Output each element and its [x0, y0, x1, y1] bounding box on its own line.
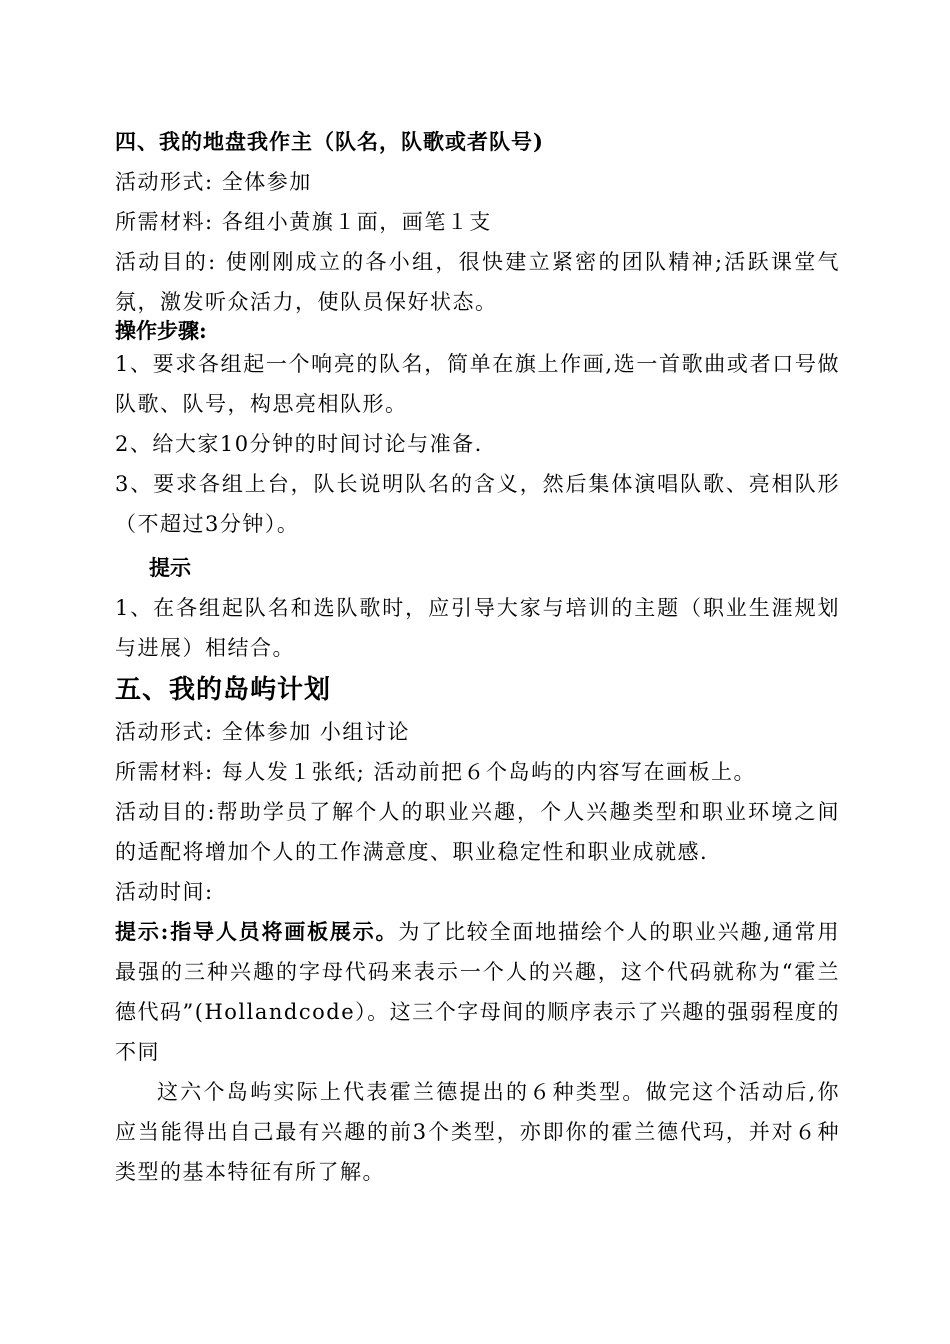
section-5-heading: 五、我的岛屿计划 [115, 675, 332, 705]
section-4-hint-1: 1、在各组起队名和选队歌时，应引导大家与培训的主题（职业生涯规划与进展）相结合。 [115, 596, 840, 660]
section-5-materials: 所需材料: 每人发１张纸; 活动前把６个岛屿的内容写在画板上。 [115, 760, 756, 784]
section-4-purpose: 活动目的: 使刚刚成立的各小组，很快建立紧密的团队精神;活跃课堂气氛，激发听众活力，使队员保好状态。 [115, 250, 840, 314]
section-4-step-3: 3、要求各组上台，队长说明队名的含义，然后集体演唱队歌、亮相队形（不超过3分钟）。 [115, 472, 840, 536]
section-5-tip-text: 为了比较全面地描绘个人的职业兴趣,通常用最强的三种兴趣的字母代码来表示一个人的兴趣，这个代码就称为“霍兰德代码”(Hollandcode）。这三个字母间的顺序表示了兴趣的强弱程度的不同 [115, 920, 840, 1064]
section-5-closing: 这六个岛屿实际上代表霍兰德提出的６种类型。做完这个活动后,你应当能得出自己最有兴趣的前3个类型，亦即你的霍兰德代玛，并对６种类型的基本特征有所了解。 [115, 1080, 840, 1184]
section-5-tip-bold: 提示:指导人员将画板展示。 [115, 919, 399, 944]
section-5-tip [115, 912, 840, 1072]
section-4-step-2: 2、给大家10分钟的时间讨论与准备. [115, 432, 483, 456]
section-4-steps-heading: 操作步骤: [115, 318, 207, 343]
section-4-step-1: 1、要求各组起一个响亮的队名，简单在旗上作画,选一首歌曲或者口号做队歌、队号，构思亮相队形。 [115, 352, 840, 416]
section-5-purpose: 活动目的:帮助学员了解个人的职业兴趣，个人兴趣类型和职业环境之间的适配将增加个人的工作满意度、职业稳定性和职业成就感. [115, 800, 840, 864]
section-4-activity-form: 活动形式: 全体参加 [115, 170, 312, 194]
section-4-heading: 四、我的地盘我作主（队名，队歌或者队号) [115, 129, 544, 154]
document-page [115, 130, 840, 1192]
section-4-materials: 所需材料: 各组小黄旗１面，画笔１支 [115, 210, 492, 234]
section-5-activity-time: 活动时间: [115, 880, 214, 904]
section-4-hint-heading: 提示 [149, 555, 191, 580]
section-5-activity-form: 活动形式: 全体参加 小组讨论 [115, 720, 410, 744]
